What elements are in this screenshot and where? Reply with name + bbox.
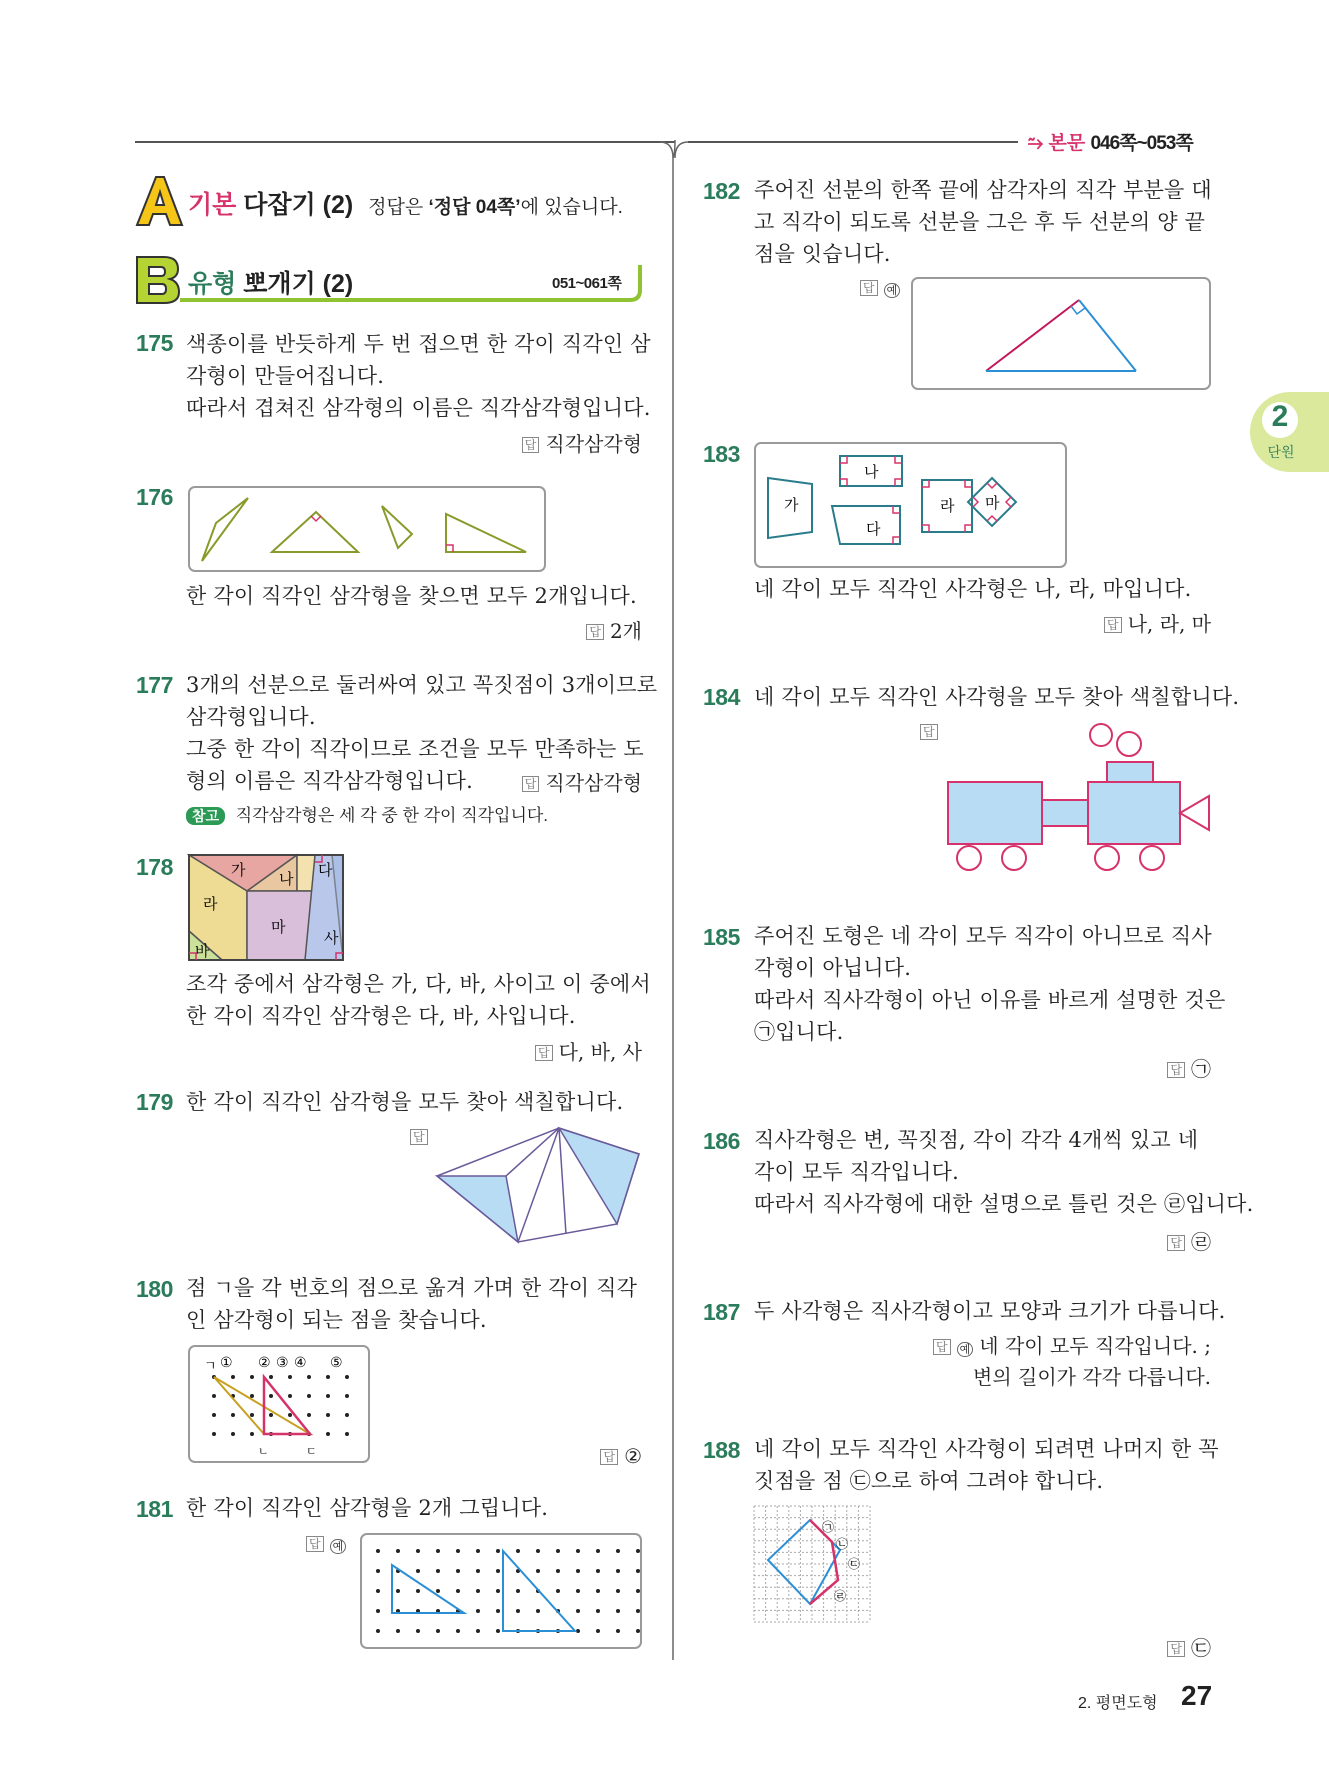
q175-line-2: 각형이 만들어집니다. bbox=[186, 364, 385, 388]
q175-answer: 답 직각삼각형 bbox=[522, 428, 642, 457]
grid-dot bbox=[231, 1413, 235, 1417]
footer-chapter: 2. 평면도형 bbox=[1078, 1695, 1158, 1712]
svg-text:④: ④ bbox=[294, 1355, 307, 1371]
q184-train bbox=[944, 718, 1214, 874]
q177-note bbox=[186, 801, 548, 826]
svg-text:②: ② bbox=[258, 1355, 271, 1371]
q180-answer: 답 ② bbox=[600, 1444, 642, 1468]
grid-dot bbox=[231, 1432, 235, 1436]
section-a-icon bbox=[134, 174, 184, 228]
grid-dot bbox=[269, 1413, 273, 1417]
header-range: 046쪽~053쪽 bbox=[1090, 133, 1193, 154]
grid-dot bbox=[456, 1569, 460, 1573]
q179-line-1: 한 각이 직각인 삼각형을 모두 찾아 색칠합니다. bbox=[186, 1090, 624, 1114]
q182-line-3: 점을 잇습니다. bbox=[754, 242, 891, 266]
grid-dot bbox=[476, 1609, 480, 1613]
q181-line-1: 한 각이 직각인 삼각형을 2개 그립니다. bbox=[186, 1496, 549, 1520]
svg-text:가: 가 bbox=[784, 496, 799, 514]
grid-dot bbox=[307, 1413, 311, 1417]
example-mark: 예 bbox=[330, 1539, 347, 1554]
q188-line-2: 짓점을 점 ㉢으로 하여 그려야 합니다. bbox=[754, 1469, 1104, 1493]
grid-dot bbox=[576, 1609, 580, 1613]
q187-answer-2: 변의 길이가 각각 다릅니다. bbox=[973, 1365, 1211, 1389]
grid-dot bbox=[212, 1413, 216, 1417]
svg-text:ㄷ: ㄷ bbox=[306, 1445, 317, 1458]
q186-answer: 답 ㉣ bbox=[1167, 1226, 1211, 1255]
grid-dot bbox=[556, 1589, 560, 1593]
q182-line-1: 주어진 선분의 한쪽 끝에 삼각자의 직각 부분을 대 bbox=[754, 178, 1212, 202]
grid-dot bbox=[416, 1569, 420, 1573]
q181-answer-mark: 답 예 bbox=[306, 1536, 346, 1554]
grid-dot bbox=[288, 1413, 292, 1417]
section-b-icon bbox=[134, 254, 180, 306]
q179-answer-mark: 답 bbox=[410, 1128, 434, 1147]
svg-text:나: 나 bbox=[864, 463, 879, 481]
q186-line-2: 각이 모두 직각입니다. bbox=[754, 1160, 959, 1184]
grid-dot bbox=[636, 1629, 640, 1633]
header-rule-right bbox=[688, 141, 1018, 143]
grid-dot bbox=[231, 1375, 235, 1379]
grid-dot bbox=[496, 1549, 500, 1553]
grid-dot bbox=[288, 1375, 292, 1379]
q177-line-2: 삼각형입니다. bbox=[186, 705, 316, 729]
q188-answer: 답 ㉢ bbox=[1167, 1632, 1211, 1661]
grid-dot bbox=[345, 1413, 349, 1417]
q180-number: 180 bbox=[136, 1276, 173, 1302]
q177-line-3: 그중 한 각이 직각이므로 조건을 모두 만족하는 도 bbox=[186, 737, 644, 761]
section-a-title-rest: 다잡기 (2) bbox=[243, 191, 354, 219]
grid-dot bbox=[576, 1549, 580, 1553]
q181-grid-box bbox=[360, 1533, 642, 1649]
q183-line-1: 네 각이 모두 직각인 사각형은 나, 라, 마입니다. bbox=[754, 577, 1192, 601]
q178-label-na: 나 bbox=[279, 870, 294, 888]
svg-text:㉣: ㉣ bbox=[834, 1589, 847, 1603]
section-b-pages: 051~061쪽 bbox=[552, 275, 622, 292]
grid-dot bbox=[212, 1432, 216, 1436]
q187-number: 187 bbox=[703, 1299, 740, 1325]
svg-text:다: 다 bbox=[866, 520, 881, 538]
q180-line-1: 점 ㄱ을 각 번호의 점으로 옮겨 가며 한 각이 직각 bbox=[186, 1276, 638, 1300]
svg-text:ㄴ: ㄴ bbox=[258, 1445, 269, 1458]
grid-dot bbox=[596, 1569, 600, 1573]
grid-dot bbox=[396, 1629, 400, 1633]
grid-dot bbox=[416, 1549, 420, 1553]
grid-dot bbox=[536, 1549, 540, 1553]
grid-dot bbox=[636, 1569, 640, 1573]
grid-dot bbox=[496, 1589, 500, 1593]
grid-dot bbox=[269, 1375, 273, 1379]
svg-text:⑤: ⑤ bbox=[330, 1355, 343, 1371]
q185-line-3: 따라서 직사각형이 아닌 이유를 바르게 설명한 것은 bbox=[754, 988, 1226, 1012]
q181-number: 181 bbox=[136, 1496, 173, 1522]
grid-dot bbox=[456, 1629, 460, 1633]
q178-answer: 답 다, 바, 사 bbox=[535, 1036, 642, 1065]
section-a-title bbox=[188, 185, 623, 221]
section-b-title-rest: 뽀개기 (2) bbox=[243, 270, 354, 298]
header-rule bbox=[135, 141, 675, 143]
grid-dot bbox=[376, 1589, 380, 1593]
q177-line-4: 형의 이름은 직각삼각형입니다. bbox=[186, 769, 473, 793]
grid-dot bbox=[516, 1589, 520, 1593]
grid-dot bbox=[576, 1629, 580, 1633]
q184-answer-mark: 답 bbox=[920, 723, 944, 742]
side-tab-number: 2 bbox=[1271, 400, 1289, 433]
q176-triangles bbox=[190, 488, 544, 570]
grid-dot bbox=[636, 1609, 640, 1613]
q182-answer-mark: 답 예 bbox=[860, 280, 900, 298]
q175-line-1: 색종이를 반듯하게 두 번 접으면 한 각이 직각인 삼 bbox=[186, 332, 651, 356]
grid-dot bbox=[636, 1549, 640, 1553]
grid-dot bbox=[636, 1589, 640, 1593]
q186-line-3: 따라서 직사각형에 대한 설명으로 틀린 것은 ㉣입니다. bbox=[754, 1192, 1254, 1216]
grid-dot bbox=[250, 1375, 254, 1379]
grid-dot bbox=[326, 1375, 330, 1379]
grid-dot bbox=[496, 1569, 500, 1573]
grid-dot bbox=[576, 1569, 580, 1573]
grid-dot bbox=[476, 1569, 480, 1573]
grid-dot bbox=[456, 1589, 460, 1593]
grid-dot bbox=[376, 1629, 380, 1633]
q180-line-2: 인 삼각형이 되는 점을 찾습니다. bbox=[186, 1308, 487, 1332]
grid-dot bbox=[416, 1629, 420, 1633]
footer-page-number: 27 bbox=[1181, 1680, 1213, 1711]
q185-answer: 답 ㉠ bbox=[1167, 1053, 1211, 1082]
grid-dot bbox=[288, 1394, 292, 1398]
grid-dot bbox=[376, 1609, 380, 1613]
q184-line-1: 네 각이 모두 직각인 사각형을 모두 찾아 색칠합니다. bbox=[754, 685, 1240, 709]
grid-dot bbox=[476, 1629, 480, 1633]
grid-dot bbox=[307, 1375, 311, 1379]
grid-dot bbox=[396, 1589, 400, 1593]
grid-dot bbox=[476, 1589, 480, 1593]
grid-dot bbox=[345, 1375, 349, 1379]
grid-dot bbox=[326, 1394, 330, 1398]
svg-text:ㄱ: ㄱ bbox=[204, 1359, 217, 1374]
q178-label-ra: 라 bbox=[203, 895, 218, 913]
grid-dot bbox=[345, 1394, 349, 1398]
header-arrow-icon: ⥲ bbox=[1028, 133, 1044, 154]
q176-number: 176 bbox=[136, 484, 173, 510]
grid-dot bbox=[616, 1629, 620, 1633]
q178-label-da: 다 bbox=[318, 861, 333, 879]
q178-label-ma: 마 bbox=[271, 918, 286, 936]
grid-dot bbox=[345, 1432, 349, 1436]
grid-dot bbox=[596, 1549, 600, 1553]
q185-line-4: ㉠입니다. bbox=[754, 1020, 844, 1044]
q187-answer-1: 답 예 네 각이 모두 직각입니다. ; bbox=[933, 1330, 1211, 1359]
grid-dot bbox=[250, 1413, 254, 1417]
q178-line-1: 조각 중에서 삼각형은 가, 다, 바, 사이고 이 중에서 bbox=[186, 972, 651, 996]
grid-dot bbox=[396, 1549, 400, 1553]
q186-number: 186 bbox=[703, 1128, 740, 1154]
grid-dots bbox=[212, 1375, 349, 1436]
q183-figure-box bbox=[754, 442, 1067, 568]
grid-dot bbox=[269, 1394, 273, 1398]
q182-triangle bbox=[913, 279, 1209, 388]
grid-dot bbox=[496, 1609, 500, 1613]
grid-dot bbox=[516, 1549, 520, 1553]
svg-text:라: 라 bbox=[940, 497, 955, 515]
q188-number: 188 bbox=[703, 1437, 740, 1463]
grid-dot bbox=[556, 1569, 560, 1573]
q177-number: 177 bbox=[136, 672, 173, 698]
q178-line-2: 한 각이 직각인 삼각형은 다, 바, 사입니다. bbox=[186, 1004, 576, 1028]
q176-figure-box bbox=[188, 486, 546, 572]
q185-line-2: 각형이 아닙니다. bbox=[754, 956, 912, 980]
answer-mark: 답 bbox=[522, 437, 540, 453]
header-label: 본문 bbox=[1048, 133, 1086, 154]
svg-text:㉠: ㉠ bbox=[822, 1520, 835, 1534]
grid-dot bbox=[616, 1549, 620, 1553]
grid-dot bbox=[596, 1629, 600, 1633]
q182-figure-box bbox=[911, 277, 1211, 390]
q177-note-tag: 참고 bbox=[186, 807, 225, 825]
q178-tangram bbox=[187, 853, 347, 963]
q179-number: 179 bbox=[136, 1089, 173, 1115]
q178-label-ga: 가 bbox=[231, 861, 246, 879]
q185-line-1: 주어진 도형은 네 각이 모두 직각이 아니므로 직사 bbox=[754, 924, 1212, 948]
column-divider bbox=[660, 140, 690, 1660]
grid-dot bbox=[536, 1569, 540, 1573]
svg-text:㉡: ㉡ bbox=[836, 1537, 849, 1551]
grid-dot bbox=[376, 1549, 380, 1553]
grid-dot bbox=[436, 1589, 440, 1593]
side-tab bbox=[1250, 392, 1329, 472]
q188-grid-figure bbox=[752, 1504, 876, 1624]
q180-dot-grid bbox=[190, 1347, 368, 1461]
grid-dot bbox=[556, 1549, 560, 1553]
grid-dot bbox=[250, 1432, 254, 1436]
section-b-underline bbox=[175, 262, 645, 304]
q180-grid-box bbox=[188, 1345, 370, 1463]
grid-dot bbox=[596, 1609, 600, 1613]
grid-dot bbox=[596, 1589, 600, 1593]
grid-dot bbox=[307, 1394, 311, 1398]
grid-dot bbox=[250, 1394, 254, 1398]
grid-dot bbox=[436, 1629, 440, 1633]
q176-answer: 답 2개 bbox=[586, 615, 642, 644]
grid-dots bbox=[376, 1549, 640, 1633]
svg-text:①: ① bbox=[220, 1355, 233, 1371]
grid-dot bbox=[536, 1609, 540, 1613]
q185-number: 185 bbox=[703, 924, 740, 950]
grid-dot bbox=[616, 1589, 620, 1593]
q187-line-1: 두 사각형은 직사각형이고 모양과 크기가 다릅니다. bbox=[754, 1299, 1226, 1323]
q175-number: 175 bbox=[136, 330, 173, 356]
grid-dot bbox=[436, 1569, 440, 1573]
q177-answer: 답 직각삼각형 bbox=[522, 767, 642, 796]
grid-dot bbox=[456, 1549, 460, 1553]
svg-text:마: 마 bbox=[985, 494, 1000, 512]
q178-label-sa: 사 bbox=[324, 929, 339, 947]
q182-number: 182 bbox=[703, 178, 740, 204]
section-a-note: 정답은 ‘정답 04쪽’에 있습니다. bbox=[368, 197, 623, 218]
grid-dot bbox=[326, 1432, 330, 1436]
grid-dot bbox=[212, 1394, 216, 1398]
q176-line-1: 한 각이 직각인 삼각형을 찾으면 모두 2개입니다. bbox=[186, 584, 637, 608]
svg-text:㉢: ㉢ bbox=[848, 1557, 861, 1571]
svg-text:③: ③ bbox=[276, 1355, 289, 1371]
q183-answer: 답 나, 라, 마 bbox=[1104, 608, 1211, 637]
grid-dot bbox=[516, 1609, 520, 1613]
q178-number: 178 bbox=[136, 854, 173, 880]
grid-dot bbox=[376, 1569, 380, 1573]
q181-dot-grid bbox=[362, 1535, 640, 1647]
grid-dot bbox=[616, 1569, 620, 1573]
grid-dot bbox=[436, 1549, 440, 1553]
q183-number: 183 bbox=[703, 441, 740, 467]
grid-dot bbox=[496, 1629, 500, 1633]
grid-dot bbox=[326, 1413, 330, 1417]
section-a-title-colored: 기본 bbox=[188, 191, 237, 219]
q175-line-3: 따라서 겹쳐진 삼각형의 이름은 직각삼각형입니다. bbox=[186, 396, 651, 420]
q179-figure bbox=[434, 1124, 644, 1248]
q178-label-ba: 바 bbox=[195, 942, 210, 960]
side-tab-label: 단원 bbox=[1267, 444, 1295, 460]
grid-dot bbox=[476, 1549, 480, 1553]
q183-quadrilaterals bbox=[756, 444, 1065, 566]
q186-line-1: 직사각형은 변, 꼭짓점, 각이 각각 4개씩 있고 네 bbox=[754, 1128, 1199, 1152]
header-ref bbox=[1028, 128, 1193, 155]
grid-dot bbox=[576, 1589, 580, 1593]
section-b-title-colored: 유형 bbox=[188, 270, 237, 298]
grid-dot bbox=[416, 1589, 420, 1593]
q177-note-text: 직각삼각형은 세 각 중 한 각이 직각입니다. bbox=[235, 806, 549, 825]
q177-line-1: 3개의 선분으로 둘러싸여 있고 꼭짓점이 3개이므로 bbox=[186, 673, 658, 697]
q182-line-2: 고 직각이 되도록 선분을 그은 후 두 선분의 양 끝 bbox=[754, 210, 1206, 234]
q188-line-1: 네 각이 모두 직각인 사각형이 되려면 나머지 한 꼭 bbox=[754, 1437, 1219, 1461]
q184-number: 184 bbox=[703, 684, 740, 710]
grid-dot bbox=[616, 1609, 620, 1613]
